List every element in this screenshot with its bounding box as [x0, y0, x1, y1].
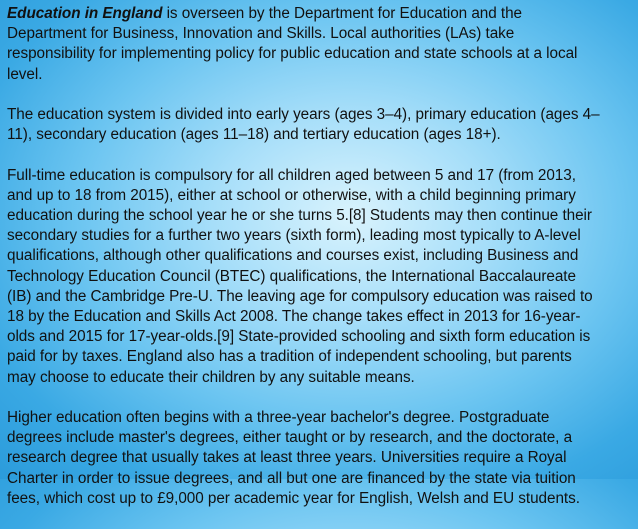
paragraph-intro	[7, 4, 633, 85]
paragraph-compulsory: Full-time education is compulsory for all children aged between 5 and 17 (from 2013, and up to 18 from 2015), either at school or otherwise, with a child beginning primary education during the school year he or she turns 5.[8] Students may then continue their secondary studies for a further two years (sixth form), leading most typically to A-level qualifications, although other qualifications and courses exist, including Business and Technology Education Council (BTEC) qualifications, the International Baccalaureate (IB) and the Cambridge Pre-U. The leaving age for compulsory education was raised to 18 by the Education and Skills Act 2008. The change takes effect in 2013 for 16-year- olds and 2015 for 17-year-olds.[9] State-provided schooling and sixth form education is paid for by taxes. England also has a tradition of independent schooling, but parents may choose to educate their children by any suitable means.	[7, 166, 593, 386]
slide-text-body	[7, 4, 633, 529]
paragraph-intro-text: is overseen by the Department for Education and the Department for Business, Innovation and Skills. Local authorities (LAs) take responsibility for implementing policy for public education and state schools at a local level.	[7, 5, 578, 83]
paragraph-intro-lead: Education in England	[7, 5, 163, 22]
paragraph-higher-education: Higher education often begins with a three-year bachelor's degree. Postgraduate degrees include master's degrees, either taught or by research, and the doctorate, a research degree that usually takes at least three years. Universities require a Royal Charter in order to issue degrees, and all but one are financed by the state via tuition fees, which cost up to £9,000 per academic year for English, Welsh and EU students.	[7, 409, 580, 507]
paragraph-system: The education system is divided into early years (ages 3–4), primary education (ages 4– 11), secondary education (ages 11–18) and tertiary education (ages 18+).	[7, 106, 600, 144]
